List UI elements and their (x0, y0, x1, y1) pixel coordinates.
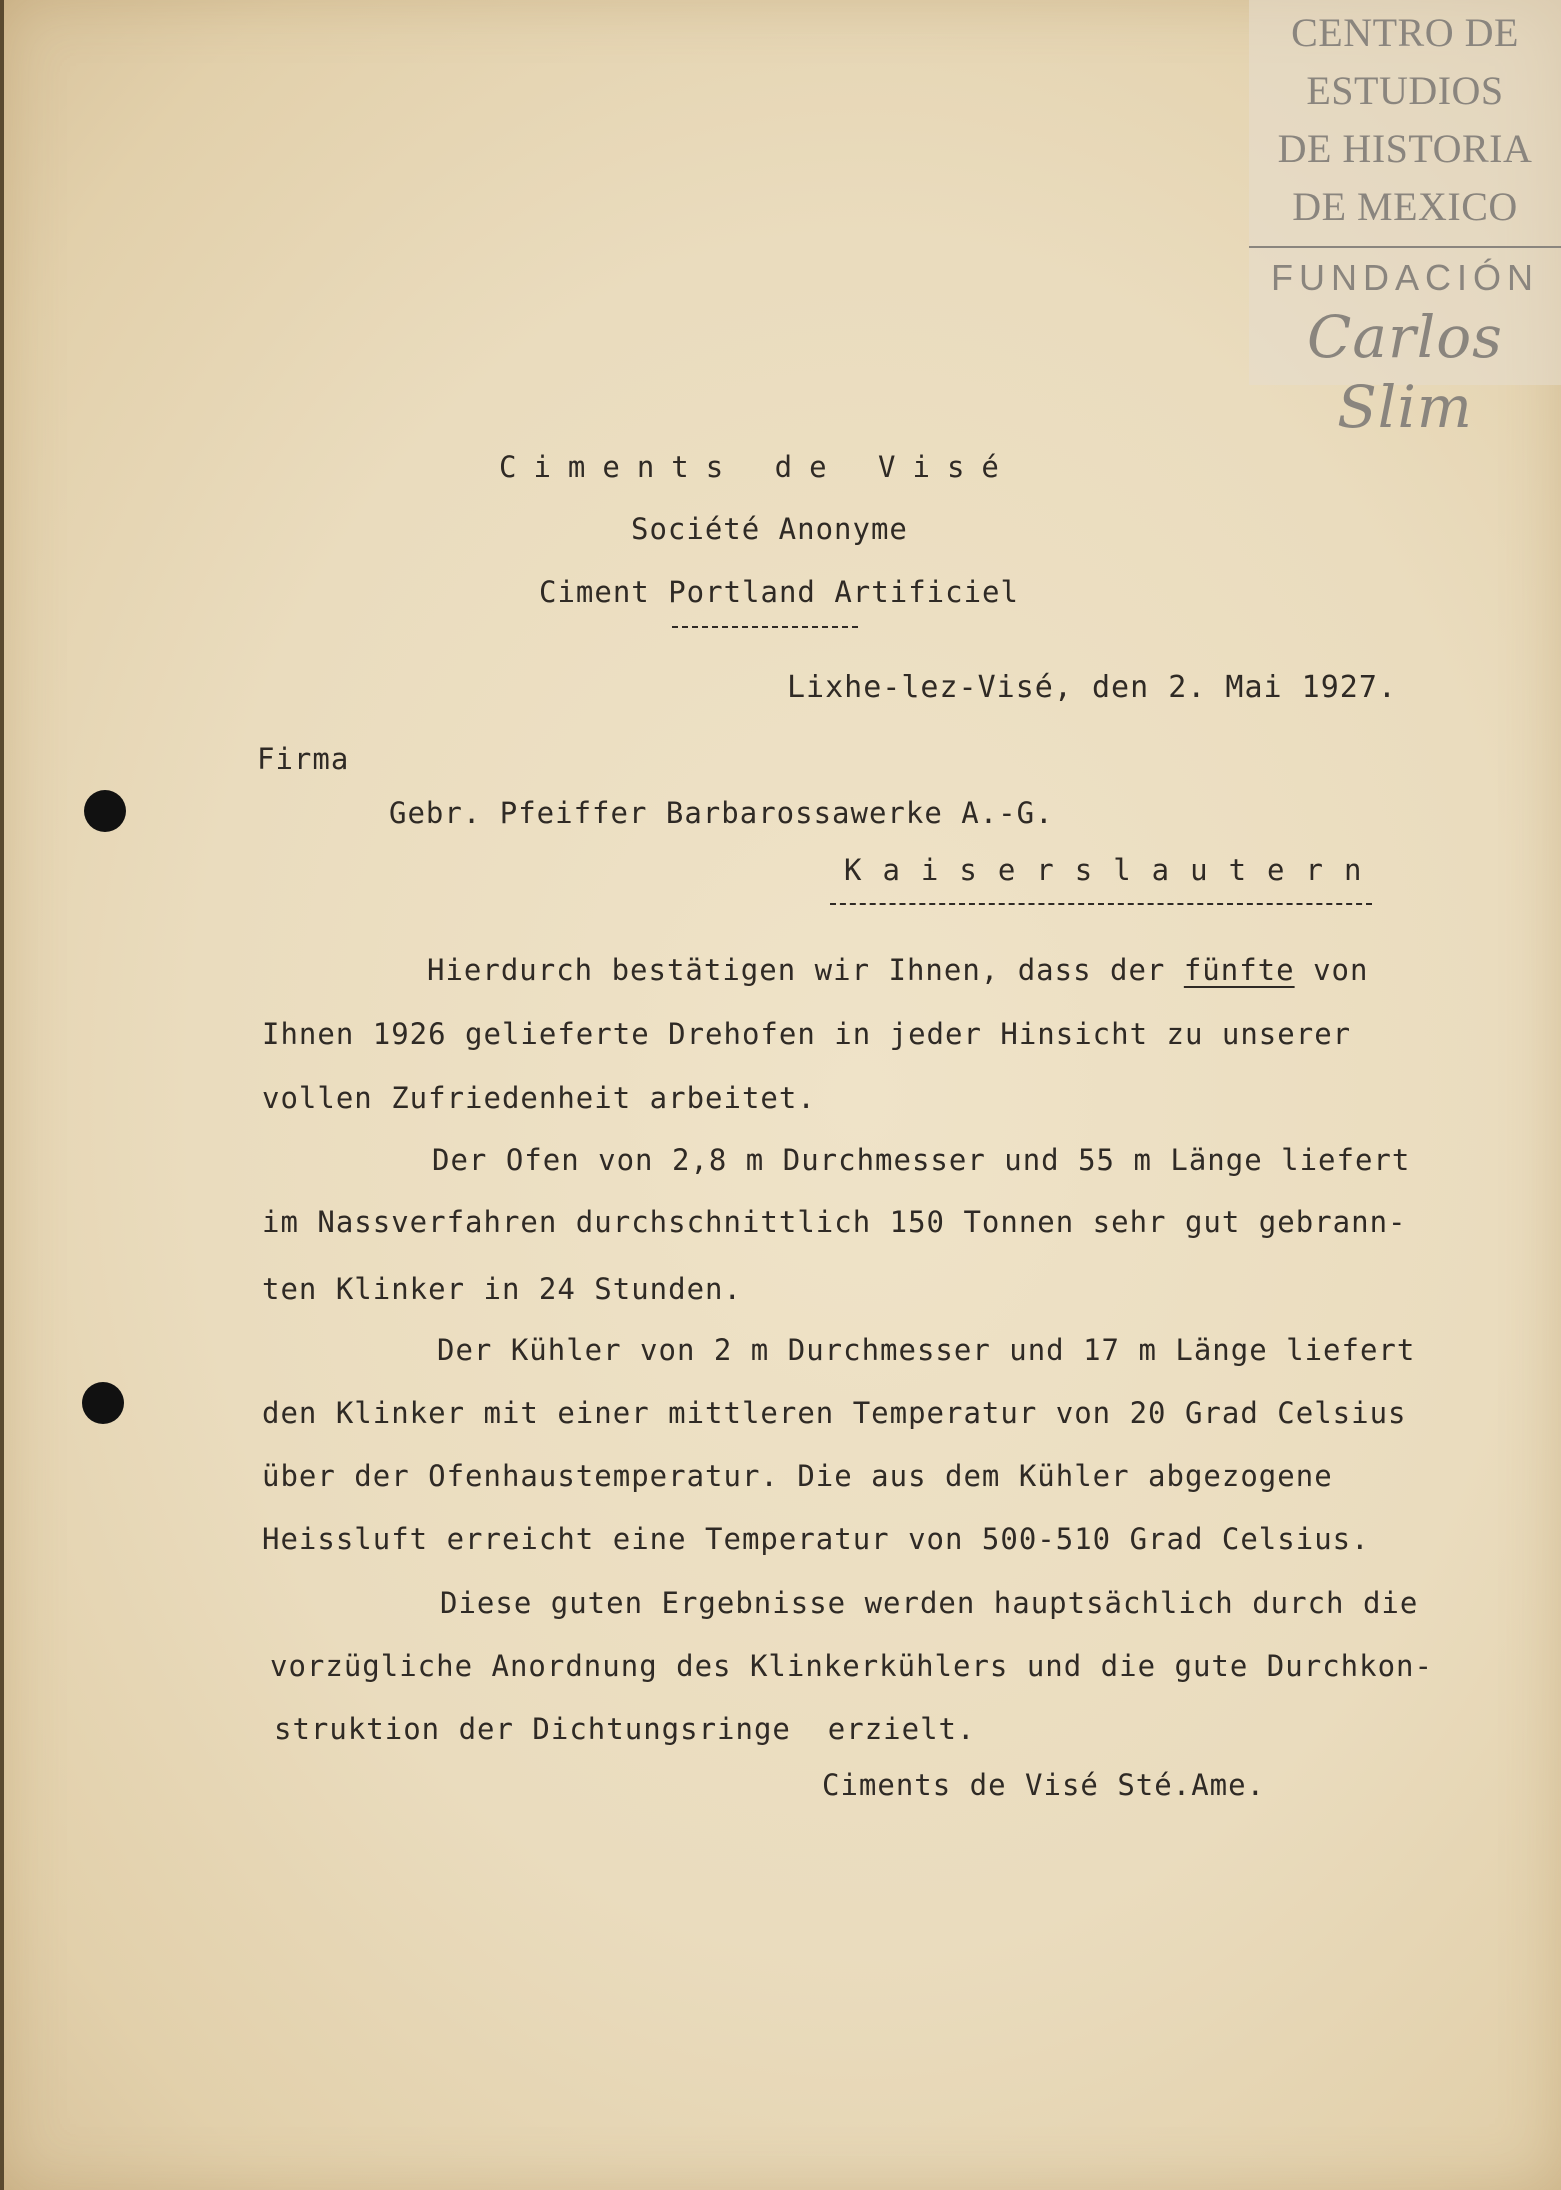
body-line: im Nassverfahren durchschnittlich 150 Tonnen sehr gut gebrann- (262, 1205, 1407, 1239)
punch-hole-bottom (82, 1382, 124, 1424)
letter-page (4, 0, 1561, 2190)
body-text: von (1294, 953, 1369, 987)
city-rule (830, 903, 1372, 905)
letterhead-form: Société Anonyme (631, 512, 908, 546)
body-line: ten Klinker in 24 Stunden. (262, 1272, 742, 1306)
letterhead-company: Ciments de Visé (499, 450, 1016, 484)
body-text: Hierdurch bestätigen wir Ihnen, dass der (427, 953, 1184, 987)
stamp-line-2: ESTUDIOS (1306, 68, 1504, 113)
letterhead-product: Ciment Portland Artificiel (539, 575, 1019, 609)
stamp-signature: Carlos Slim (1307, 303, 1503, 441)
body-line (427, 953, 1368, 987)
date-line: Lixhe-lez-Visé, den 2. Mai 1927. (787, 670, 1397, 705)
body-line: struktion der Dichtungsringe erzielt. (274, 1712, 976, 1746)
recipient-city: Kaiserslautern (844, 853, 1383, 887)
signoff: Ciments de Visé Sté.Ame. (822, 1768, 1266, 1802)
archive-stamp (1249, 0, 1561, 441)
body-line: vollen Zufriedenheit arbeitet. (262, 1081, 816, 1115)
punch-hole-top (84, 790, 126, 832)
stamp-line-4: DE MEXICO (1292, 184, 1518, 229)
stamp-divider (1249, 246, 1561, 248)
letterhead-rule (672, 626, 858, 628)
body-line: Der Ofen von 2,8 m Durchmesser und 55 m Länge liefert (432, 1143, 1411, 1177)
body-line: über der Ofenhaustemperatur. Die aus dem Kühler abgezogene (262, 1459, 1333, 1493)
body-line: vorzügliche Anordnung des Klinkerkühlers und die gute Durchkon- (270, 1649, 1433, 1683)
body-line: den Klinker mit einer mittleren Temperatur von 20 Grad Celsius (262, 1396, 1407, 1430)
stamp-line-3: DE HISTORIA (1277, 126, 1533, 171)
body-line: Ihnen 1926 gelieferte Drehofen in jeder Hinsicht zu unserer (262, 1017, 1352, 1051)
recipient-label: Firma (257, 742, 350, 776)
recipient-name: Gebr. Pfeiffer Barbarossawerke A.-G. (389, 796, 1054, 830)
body-line: Heissluft erreicht eine Temperatur von 500-510 Grad Celsius. (262, 1522, 1370, 1556)
stamp-fundacion: FUNDACIÓN (1271, 257, 1539, 298)
body-line: Diese guten Ergebnisse werden hauptsächlich durch die (440, 1586, 1419, 1620)
underlined-word: fünfte (1183, 953, 1295, 987)
body-line: Der Kühler von 2 m Durchmesser und 17 m Länge liefert (437, 1333, 1416, 1367)
stamp-line-1: CENTRO DE (1291, 10, 1519, 55)
